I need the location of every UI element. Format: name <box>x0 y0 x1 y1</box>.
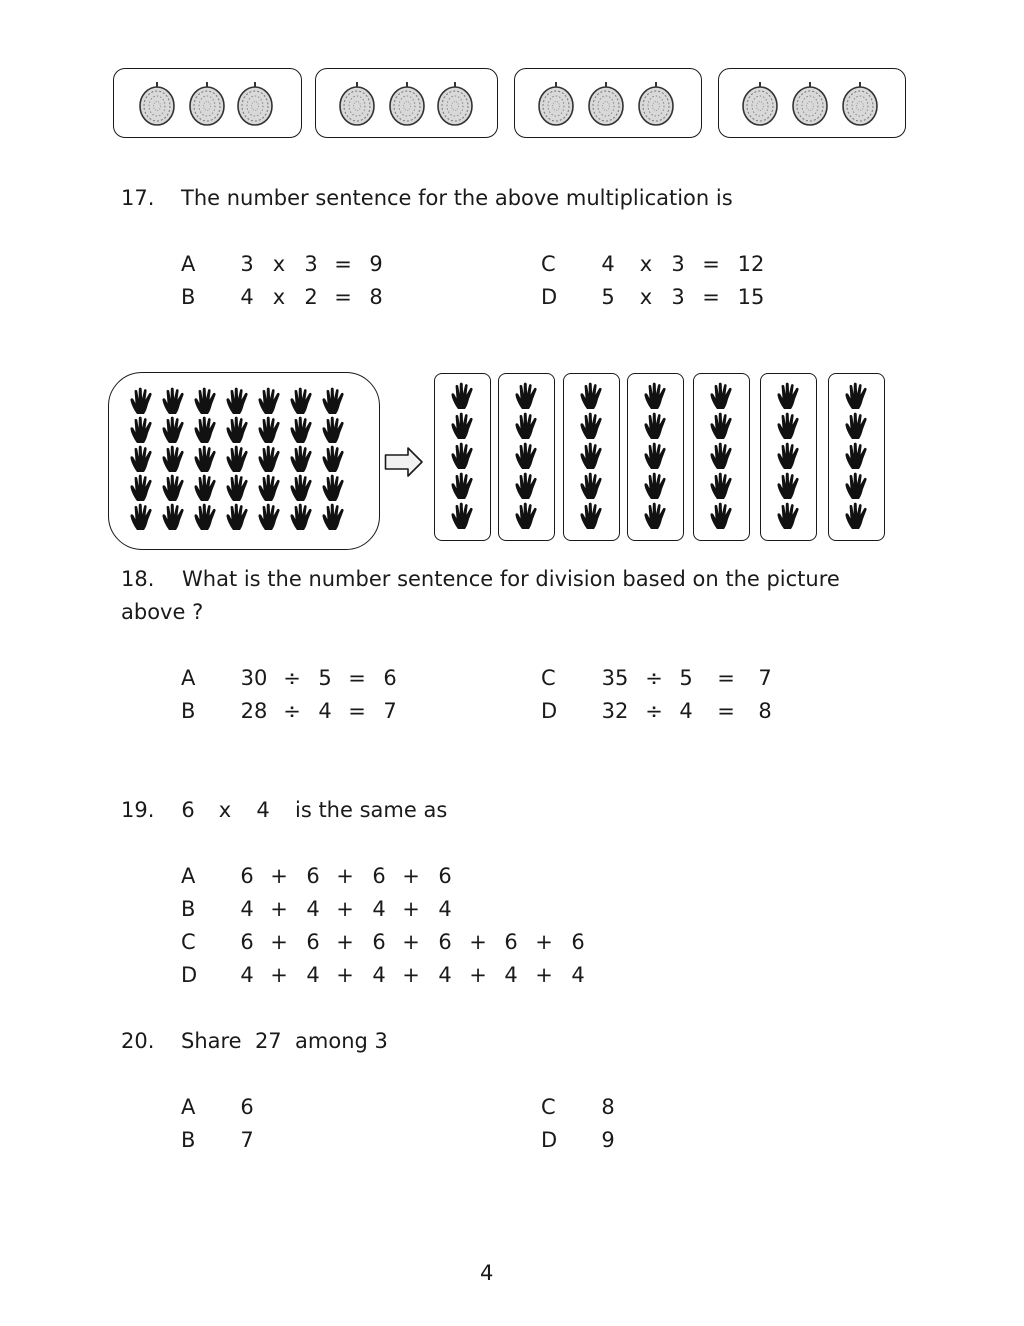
hand-icon <box>225 445 251 473</box>
hand-icon <box>129 445 155 473</box>
hand-icon <box>514 472 540 500</box>
option-letter: B <box>181 897 196 921</box>
rambutan-icon <box>535 79 577 127</box>
hand-icon <box>514 442 540 470</box>
option-token: 6 <box>504 930 518 954</box>
rambutan-icon <box>234 79 276 127</box>
rambutan-icon <box>585 79 627 127</box>
hand-icon <box>193 416 219 444</box>
option-token: ÷ <box>645 699 663 723</box>
hand-icon <box>193 474 219 502</box>
hand-icon <box>257 474 283 502</box>
hand-icon <box>225 387 251 415</box>
hand-icon <box>129 474 155 502</box>
option-token: 7 <box>240 1128 254 1152</box>
hand-icon <box>257 416 283 444</box>
hand-icon <box>129 503 155 531</box>
option-token: 4 <box>372 963 386 987</box>
hand-icon <box>844 472 870 500</box>
option-token: + <box>402 864 420 888</box>
hand-icon <box>193 503 219 531</box>
option-token: = <box>334 252 352 276</box>
question-number: 17. <box>121 186 155 210</box>
hand-icon <box>289 416 315 444</box>
option-token: 6 <box>240 930 254 954</box>
hand-icon <box>193 445 219 473</box>
hand-icon <box>709 382 735 410</box>
option-token: 4 <box>372 897 386 921</box>
question-number: 20. <box>121 1029 155 1053</box>
rambutan-icon <box>136 79 178 127</box>
option-token: 6 <box>240 864 254 888</box>
option-token: 4 <box>306 897 320 921</box>
option-token: + <box>402 930 420 954</box>
option-token: = <box>717 666 735 690</box>
option-token: 9 <box>601 1128 615 1152</box>
option-letter: A <box>181 252 196 276</box>
option-token: 5 <box>318 666 332 690</box>
question-number: 18. <box>121 567 155 591</box>
hand-icon <box>289 387 315 415</box>
option-token: 3 <box>671 285 685 309</box>
hand-group-box <box>563 373 620 541</box>
option-letter: C <box>541 666 556 690</box>
option-token: 4 <box>601 252 615 276</box>
option-token: = <box>717 699 735 723</box>
option-token: 12 <box>737 252 765 276</box>
option-token: 4 <box>571 963 585 987</box>
hand-icon <box>225 416 251 444</box>
hand-group-box <box>693 373 750 541</box>
option-token: 4 <box>240 963 254 987</box>
hand-icon <box>776 502 802 530</box>
hand-icon <box>161 387 187 415</box>
option-token: + <box>270 930 288 954</box>
option-token: 35 <box>601 666 629 690</box>
option-token: 8 <box>369 285 383 309</box>
hand-icon <box>257 503 283 531</box>
hand-icon <box>257 445 283 473</box>
hand-icon <box>450 502 476 530</box>
option-token: 6 <box>306 864 320 888</box>
rambutan-icon <box>839 79 881 127</box>
option-token: 4 <box>438 963 452 987</box>
option-token: + <box>336 963 354 987</box>
option-token: 5 <box>601 285 615 309</box>
question-token: 6 <box>181 798 195 822</box>
option-token: ÷ <box>645 666 663 690</box>
hand-icon <box>643 412 669 440</box>
option-letter: D <box>541 1128 558 1152</box>
hand-icon <box>844 412 870 440</box>
option-token: ÷ <box>283 666 301 690</box>
option-token: x <box>639 252 653 276</box>
option-letter: A <box>181 666 196 690</box>
option-token: 4 <box>679 699 693 723</box>
option-token: + <box>270 864 288 888</box>
option-letter: D <box>541 699 558 723</box>
hand-icon <box>514 502 540 530</box>
option-token: + <box>336 897 354 921</box>
hand-icon <box>225 503 251 531</box>
hand-icon <box>321 503 347 531</box>
option-letter: C <box>541 252 556 276</box>
hand-icon <box>709 472 735 500</box>
hand-icon <box>289 445 315 473</box>
option-token: + <box>469 930 487 954</box>
hand-icon <box>844 502 870 530</box>
option-token: 4 <box>306 963 320 987</box>
hand-icon <box>709 412 735 440</box>
hand-icon <box>579 412 605 440</box>
option-token: + <box>270 963 288 987</box>
option-token: 3 <box>304 252 318 276</box>
option-letter: A <box>181 1095 196 1119</box>
option-token: 8 <box>601 1095 615 1119</box>
option-token: + <box>469 963 487 987</box>
option-token: 7 <box>383 699 397 723</box>
rambutan-icon <box>186 79 228 127</box>
hand-icon <box>193 387 219 415</box>
option-token: 6 <box>306 930 320 954</box>
hand-icon <box>289 474 315 502</box>
hand-icon <box>709 502 735 530</box>
hand-icon <box>776 472 802 500</box>
option-token: + <box>336 864 354 888</box>
right-arrow-icon <box>384 446 424 478</box>
fruit-group-box <box>718 68 906 138</box>
hand-group-box <box>498 373 555 541</box>
option-token: ÷ <box>283 699 301 723</box>
option-token: + <box>402 897 420 921</box>
rambutan-icon <box>386 79 428 127</box>
option-token: x <box>639 285 653 309</box>
option-token: + <box>402 963 420 987</box>
rambutan-icon <box>739 79 781 127</box>
hand-icon <box>579 382 605 410</box>
option-token: 4 <box>240 897 254 921</box>
option-token: 6 <box>372 864 386 888</box>
option-token: 6 <box>240 1095 254 1119</box>
question-text: The number sentence for the above multiplication is <box>181 186 733 210</box>
question-text: is the same as <box>295 798 448 822</box>
option-token: 4 <box>504 963 518 987</box>
hand-icon <box>321 445 347 473</box>
rambutan-icon <box>789 79 831 127</box>
rambutan-icon <box>434 79 476 127</box>
hand-icon <box>161 416 187 444</box>
hand-icon <box>321 474 347 502</box>
option-letter: C <box>541 1095 556 1119</box>
hand-icon <box>225 474 251 502</box>
option-token: 32 <box>601 699 629 723</box>
option-token: 6 <box>438 864 452 888</box>
hand-icon <box>450 442 476 470</box>
option-token: 4 <box>318 699 332 723</box>
option-letter: B <box>181 699 196 723</box>
option-token: = <box>702 285 720 309</box>
option-token: 30 <box>240 666 268 690</box>
option-token: 8 <box>758 699 772 723</box>
hand-icon <box>257 387 283 415</box>
option-token: 6 <box>372 930 386 954</box>
question-token: 4 <box>256 798 270 822</box>
hand-group-box <box>760 373 817 541</box>
question-number: 19. <box>121 798 155 822</box>
hand-icon <box>321 387 347 415</box>
option-letter: A <box>181 864 196 888</box>
option-token: x <box>272 285 286 309</box>
hand-group-box <box>627 373 684 541</box>
page-number: 4 <box>480 1261 494 1285</box>
hand-icon <box>643 442 669 470</box>
fruit-group-box <box>315 68 498 138</box>
option-token: + <box>270 897 288 921</box>
option-token: + <box>535 930 553 954</box>
option-letter: C <box>181 930 196 954</box>
option-token: = <box>348 666 366 690</box>
option-token: = <box>334 285 352 309</box>
hand-icon <box>129 387 155 415</box>
hand-icon <box>579 442 605 470</box>
option-token: 28 <box>240 699 268 723</box>
hand-icon <box>514 382 540 410</box>
hand-icon <box>129 416 155 444</box>
rambutan-icon <box>635 79 677 127</box>
question-text: Share 27 among 3 <box>181 1029 388 1053</box>
hand-group-box <box>434 373 491 541</box>
option-token: = <box>702 252 720 276</box>
option-token: = <box>348 699 366 723</box>
hand-icon <box>579 502 605 530</box>
option-token: + <box>535 963 553 987</box>
question-text: above ? <box>121 600 204 624</box>
hand-icon <box>321 416 347 444</box>
fruit-group-box <box>514 68 702 138</box>
option-token: 3 <box>240 252 254 276</box>
hand-icon <box>514 412 540 440</box>
hand-icon <box>450 472 476 500</box>
hand-icon <box>776 382 802 410</box>
option-token: 7 <box>758 666 772 690</box>
option-letter: B <box>181 1128 196 1152</box>
option-token: 6 <box>383 666 397 690</box>
hand-icon <box>776 442 802 470</box>
option-token: 5 <box>679 666 693 690</box>
hand-icon <box>289 503 315 531</box>
option-letter: D <box>181 963 198 987</box>
option-token: 15 <box>737 285 765 309</box>
option-token: 2 <box>304 285 318 309</box>
hand-icon <box>709 442 735 470</box>
option-token: x <box>272 252 286 276</box>
option-letter: B <box>181 285 196 309</box>
hand-icon <box>579 472 605 500</box>
hand-icon <box>450 382 476 410</box>
hand-icon <box>450 412 476 440</box>
option-letter: D <box>541 285 558 309</box>
hand-icon <box>161 503 187 531</box>
hand-icon <box>776 412 802 440</box>
option-token: 3 <box>671 252 685 276</box>
rambutan-icon <box>336 79 378 127</box>
hand-icon <box>643 472 669 500</box>
hand-group-box <box>828 373 885 541</box>
hand-icon <box>161 474 187 502</box>
fruit-group-box <box>113 68 302 138</box>
option-token: 6 <box>571 930 585 954</box>
hand-icon <box>161 445 187 473</box>
option-token: + <box>336 930 354 954</box>
question-text: What is the number sentence for division based on the picture <box>182 567 840 591</box>
hand-icon <box>844 442 870 470</box>
option-token: 4 <box>438 897 452 921</box>
option-token: 4 <box>240 285 254 309</box>
question-token: x <box>218 798 232 822</box>
hand-icon <box>844 382 870 410</box>
hands-array-box <box>108 372 380 550</box>
option-token: 6 <box>438 930 452 954</box>
option-token: 9 <box>369 252 383 276</box>
hand-icon <box>643 502 669 530</box>
hand-icon <box>643 382 669 410</box>
